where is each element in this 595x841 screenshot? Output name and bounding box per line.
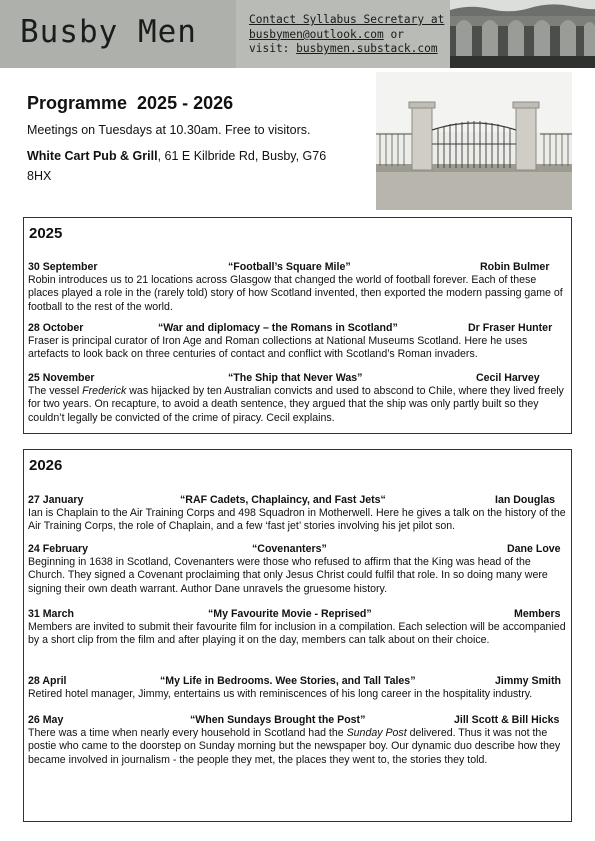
event-title: “My Favourite Movie - Reprised” — [208, 608, 372, 620]
event-date: 24 February — [28, 543, 89, 555]
event-title: “Football’s Square Mile” — [228, 261, 351, 273]
event-description: Ian is Chaplain to the Air Training Corps and 498 Squadron in Motherwell. Here he gives a talk on the history of the Air Training Corps, the role of Chaplain, and a few ‘fast jet’ stories involving his jet pilot son. — [28, 507, 566, 533]
event-speaker: Ian Douglas — [495, 494, 556, 506]
event-date: 31 March — [28, 608, 74, 620]
programme-title: Programme 2025 - 2026 — [27, 93, 234, 113]
gates-photo — [376, 72, 572, 210]
event-title: “Covenanters” — [252, 543, 327, 555]
venue-info — [27, 146, 347, 186]
event-description: Robin introduces us to 21 locations across Glasgow that changed the world of football forever. Each of these places played a role in the (rarely told) story of how Scotland invented, then exported the modern passing game of football to the rest of the world. — [28, 274, 563, 313]
event-header — [28, 372, 568, 385]
event-header — [28, 261, 568, 274]
event-description: Retired hotel manager, Jimmy, entertains us with reminiscences of his long career in the hospitality industry. — [28, 688, 533, 700]
event-title: “When Sundays Brought the Post” — [190, 714, 366, 726]
event-header — [28, 322, 568, 335]
contact-email-link[interactable]: busbymen@outlook.com — [249, 27, 384, 41]
event-speaker: Members — [514, 608, 561, 620]
event-speaker: Dr Fraser Hunter — [468, 322, 553, 334]
event-description: Members are invited to submit their favourite film for inclusion in a compilation. Each selection will be accompanied by a short clip from the film and after playing it on the day, members can talk about on their choice. — [28, 621, 566, 647]
event-title: “My Life in Bedrooms. Wee Stories, and Tall Tales” — [160, 675, 416, 687]
contact-line: Contact Syllabus Secretary at — [249, 13, 445, 26]
event-header — [28, 714, 568, 727]
venue-name: White Cart Pub & Grill — [27, 149, 158, 163]
ship-name: Frederick — [82, 385, 127, 397]
event-description: There was a time when nearly every household in Scotland had the Sunday Post delivered. Thus it was not the postie who came to the doorstep on Sunday morning but the newspaper boy. Our dynamic duo describe how they became involved in journalism - the people they met, the places they went to, the stories they told. — [28, 727, 561, 766]
event-date: 25 November — [28, 372, 95, 384]
event-date: 28 October — [28, 322, 84, 334]
event-header — [28, 543, 568, 556]
event-date: 30 September — [28, 261, 98, 273]
event-description: Fraser is principal curator of Iron Age and Roman collections at National Museums Scotland. Here he uses artefacts to look back on three centuries of contact and conflict with Scotland’s Roman invaders. — [28, 335, 528, 361]
event-speaker: Cecil Harvey — [476, 372, 540, 384]
contact-or: or — [383, 27, 404, 41]
viaduct-photo — [450, 0, 595, 68]
event-header — [28, 675, 568, 688]
event-description: The vessel Frederick was hijacked by ten Australian convicts and used to abscond to Chile, where they lived freely for two years. On recapture, to avoid a death sentence, they argued that the ship was only partly built so they couldn’t legally be convicted of the crime of piracy. Cecil explains. — [28, 385, 564, 424]
venue-address: , 61 E Kilbride Rd, Busby, G76 8HX — [27, 149, 327, 183]
event-header — [28, 494, 568, 507]
brand-title: Busby Men — [20, 14, 197, 50]
event-title: “War and diplomacy – the Romans in Scotland” — [158, 322, 398, 334]
event-title: “RAF Cadets, Chaplaincy, and Fast Jets“ — [180, 494, 386, 506]
event-description: Beginning in 1638 in Scotland, Covenanters were those who refused to affirm that the King was head of the Church. They signed a Covenant proclaiming that only Jesus Christ could fulfil that role. In so doing many were signing their own death warrant. Author Dane unravels the gruesome history. — [28, 556, 548, 595]
contact-info — [249, 13, 444, 57]
contact-url-link[interactable]: busbymen.substack.com — [296, 42, 438, 56]
event-speaker: Robin Bulmer — [480, 261, 550, 273]
event-speaker: Dane Love — [507, 543, 561, 555]
event-date: 27 January — [28, 494, 84, 506]
contact-visit-label: visit: — [249, 42, 297, 56]
event-date: 26 May — [28, 714, 64, 726]
newspaper-name: Sunday Post — [346, 727, 407, 739]
meetings-info: Meetings on Tuesdays at 10.30am. Free to visitors. — [27, 123, 311, 137]
year-heading: 2025 — [29, 225, 63, 242]
event-speaker: Jimmy Smith — [495, 675, 561, 687]
event-speaker: Jill Scott & Bill Hicks — [454, 714, 560, 726]
year-heading: 2026 — [29, 457, 63, 474]
event-header — [28, 608, 568, 621]
event-date: 28 April — [28, 675, 67, 687]
event-title: “The Ship that Never Was” — [228, 372, 363, 384]
